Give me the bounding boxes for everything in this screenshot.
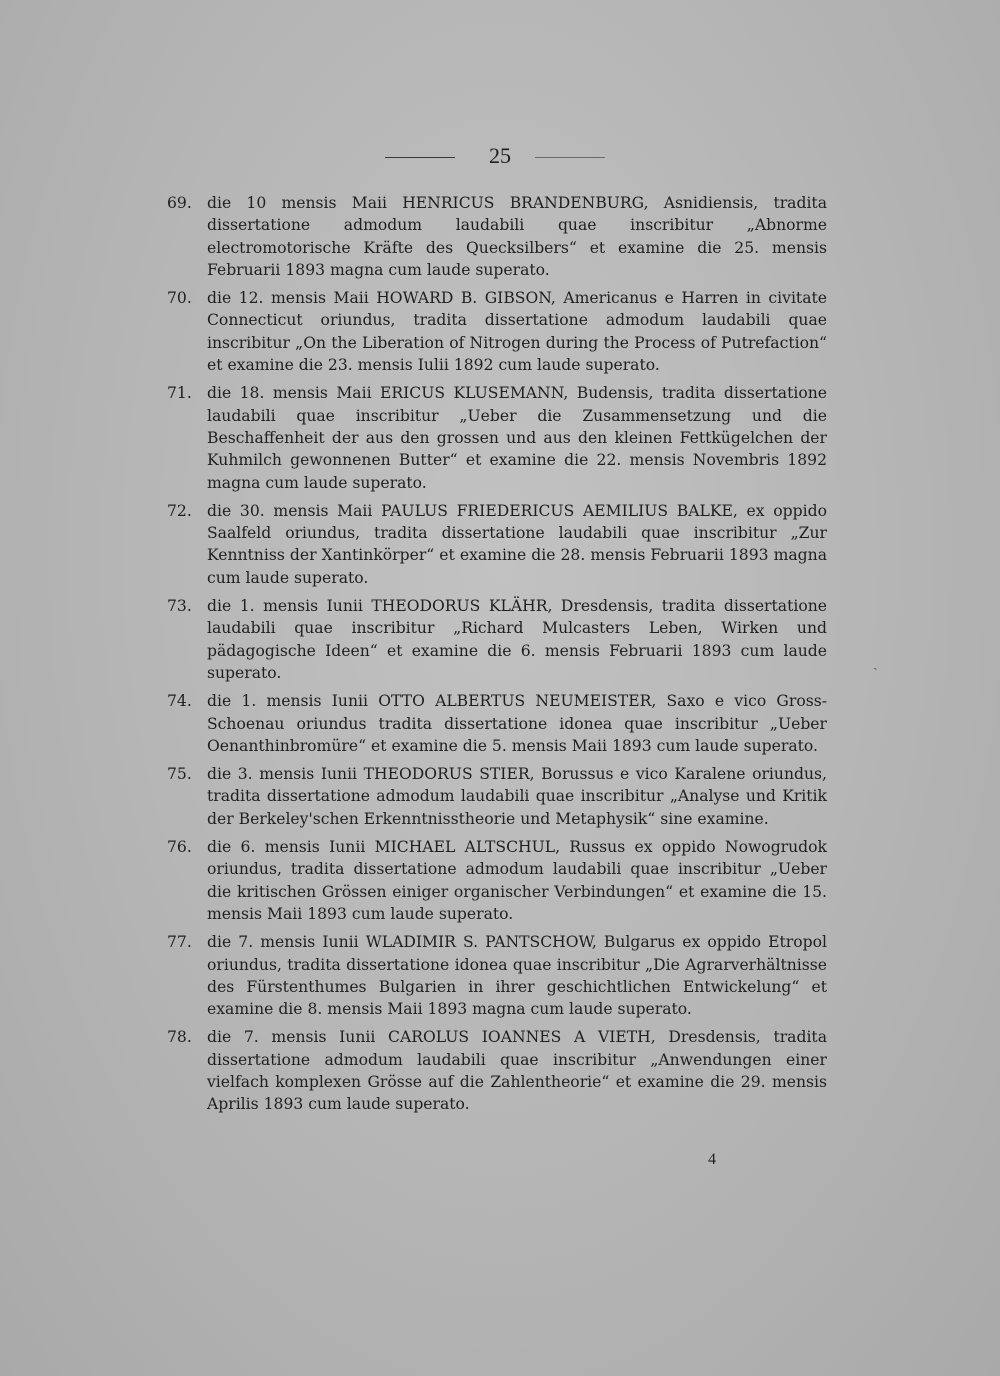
entry-number: 72. <box>167 501 192 520</box>
entry-number: 70. <box>167 289 192 308</box>
stray-mark: ˎ <box>873 655 878 671</box>
list-item <box>167 595 827 684</box>
entry-text: die 10 mensis Maii HENRICUS BRANDENBURG, Asnidiensis, tradita dissertatione admodum laudabili quae inscribitur „Abnorme electromotorische Kräfte des Quecksilbers“ et examine die 25. mensis Februarii 1893 magna cum laude superato. <box>207 194 827 279</box>
entry-text: die 12. mensis Maii HOWARD B. GIBSON, Americanus e Harren in civitate Connecticut oriundus, tradita dissertatione admodum laudabili quae inscribitur „On the Liberation of Nitrogen during the Process of Putrefaction“ et examine die 23. mensis Iulii 1892 cum laude superato. <box>207 289 827 375</box>
entry-text: die 3. mensis Iunii THEODORUS STIER, Borussus e vico Karalene oriundus, tradita dissertatione admodum laudabili quae inscribitur „Analyse und Kritik der Berkeley'schen Erkenntnisstheorie und Metaphysik“ sine examine. <box>207 765 827 828</box>
list-item <box>167 382 827 493</box>
list-item <box>167 500 827 589</box>
list-item <box>167 1026 827 1115</box>
list-item <box>167 192 827 281</box>
entry-number: 78. <box>167 1028 192 1047</box>
entry-text: die 7. mensis Iunii WLADIMIR S. PANTSCHOW, Bulgarus ex oppido Etropol oriundus, tradita dissertatione idonea quae inscribitur „Die Agrarverhältnisse des Fürstenthumes Bulgarien in ihrer geschichtlichen Entwickelung“ et examine die 8. mensis Maii 1893 magna cum laude superato. <box>207 933 827 1019</box>
entry-text: die 30. mensis Maii PAULUS FRIEDERICUS AEMILIUS BALKE, ex oppido Saalfeld oriundus, tradita dissertatione laudabili quae inscribitur „Zur Kenntniss der Xantinkörper“ et examine die 28. mensis Februarii 1893 magna cum laude superato. <box>207 501 827 587</box>
entry-number: 69. <box>167 194 192 212</box>
list-item <box>167 931 827 1020</box>
entry-number: 74. <box>167 692 192 711</box>
entry-number: 73. <box>167 597 192 616</box>
entry-number: 71. <box>167 384 192 403</box>
page-header <box>0 138 1000 174</box>
list-item <box>167 690 827 757</box>
signature-mark: 4 <box>708 1151 716 1168</box>
entry-list <box>0 192 1000 1122</box>
entry-number: 76. <box>167 838 192 857</box>
entry-text: die 1. mensis Iunii THEODORUS KLÄHR, Dresdensis, tradita dissertatione laudabili quae inscribitur „Richard Mulcasters Leben, Wirken und pädagogische Ideen“ et examine die 6. mensis Februarii 1893 cum laude superato. <box>207 597 827 682</box>
entry-number: 75. <box>167 765 192 784</box>
entry-text: die 1. mensis Iunii OTTO ALBERTUS NEUMEISTER, Saxo e vico Gross-Schoenau oriundus tradita dissertatione idonea quae inscribitur „Ueber Oenanthinbromüre“ et examine die 5. mensis Maii 1893 cum laude superato. <box>207 692 827 755</box>
header-rule-left <box>385 157 455 158</box>
header-rule-right <box>535 157 605 158</box>
entry-text: die 18. mensis Maii ERICUS KLUSEMANN, Budensis, tradita dissertatione laudabili quae inscribitur „Ueber die Zusammensetzung und die Beschaffenheit der aus den grossen und aus den kleinen Fettkügelchen der Kuhmilch gewonnenen Butter“ et examine die 22. mensis Novembris 1892 magna cum laude superato. <box>207 384 827 492</box>
page-number: 25 <box>489 143 511 168</box>
entry-text: die 6. mensis Iunii MICHAEL ALTSCHUL, Russus ex oppido Nowogrudok oriundus, tradita dissertatione admodum laudabili quae inscribitur „Ueber die kritischen Grössen einiger organischer Verbindungen“ et examine die 15. mensis Maii 1893 cum laude superato. <box>207 838 827 923</box>
list-item <box>167 836 827 925</box>
entry-text: die 7. mensis Iunii CAROLUS IOANNES A VIETH, Dresdensis, tradita dissertatione admodum laudabili quae inscribitur „Anwendungen einer vielfach komplexen Grösse auf die Zahlentheorie“ et examine die 29. mensis Aprilis 1893 cum laude superato. <box>207 1028 827 1114</box>
list-item <box>167 763 827 830</box>
list-item <box>167 287 827 376</box>
entry-number: 77. <box>167 933 192 952</box>
